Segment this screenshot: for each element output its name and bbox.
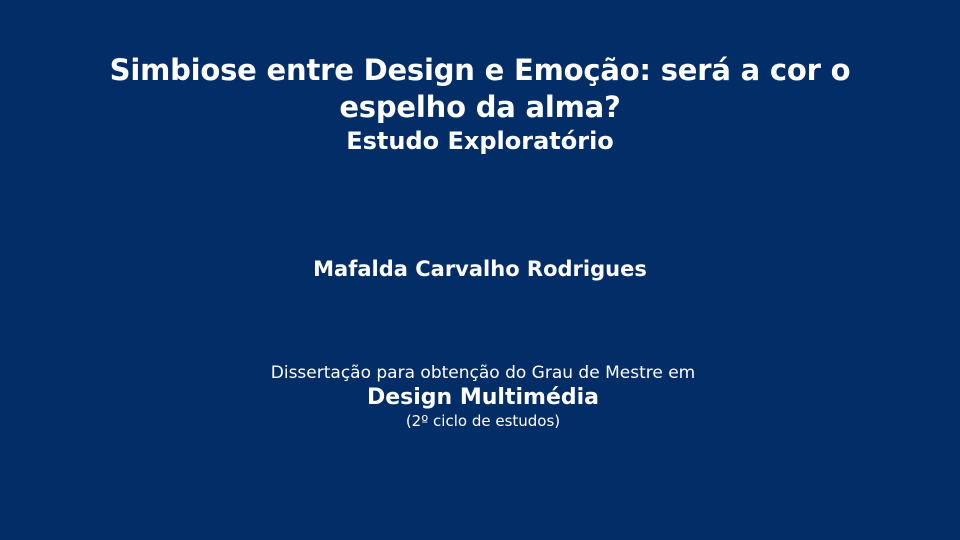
program-name: Design Multimédia xyxy=(366,385,600,410)
title-block xyxy=(80,52,880,156)
thesis-title xyxy=(80,52,880,126)
author-name: Mafalda Carvalho Rodrigues xyxy=(313,257,647,281)
thesis-subtitle: Estudo Exploratório xyxy=(346,127,614,155)
study-cycle: (2º ciclo de estudos) xyxy=(405,412,561,430)
thesis-title-line-1: Simbiose entre Design e Emoção: será a cor o xyxy=(109,53,851,87)
degree-text: Dissertação para obtenção do Grau de Mestre em xyxy=(270,363,696,383)
thesis-title-line-2: espelho da alma? xyxy=(339,90,621,124)
degree-block xyxy=(0,362,960,430)
